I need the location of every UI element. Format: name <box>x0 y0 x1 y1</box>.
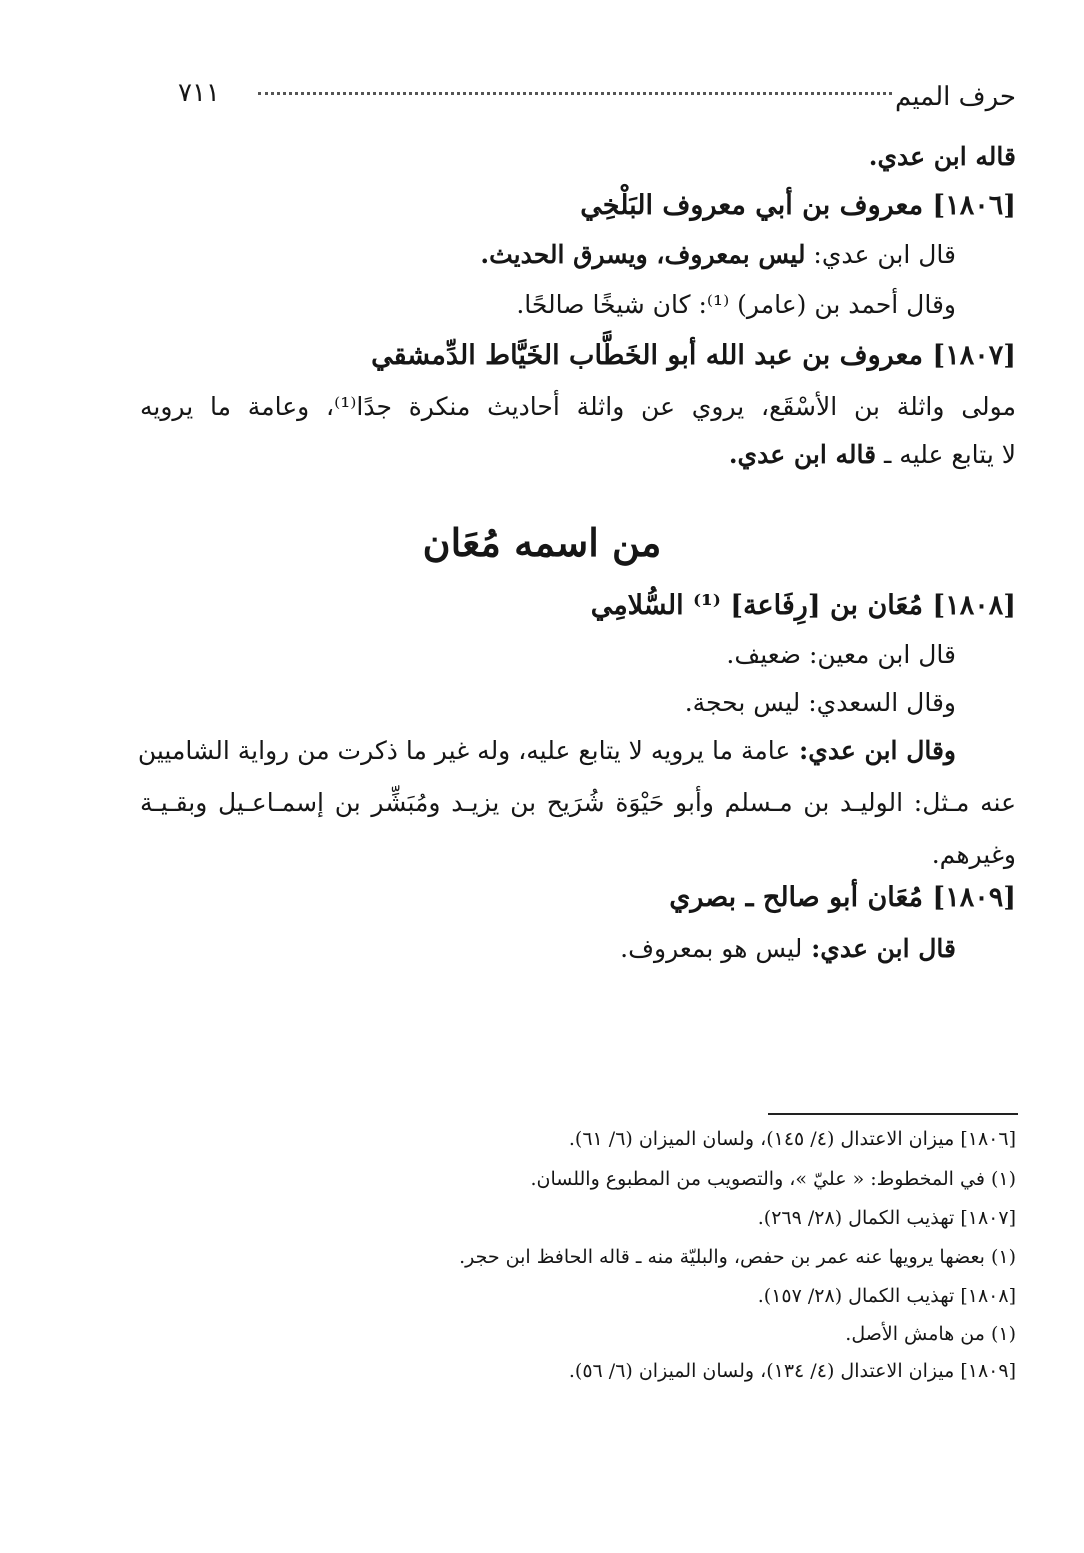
entry-heading-1806: [١٨٠٦] معروف بن أبي معروف البَلْخِي <box>580 190 1016 221</box>
footnote: (١) في المخطوط: « عليّ »، والتصويب من المطبوع واللسان. <box>530 1168 1016 1190</box>
entry-heading-1807: [١٨٠٧] معروف بن عبد الله أبو الخَطَّاب الخَيَّاط الدِّمشقي <box>371 340 1016 371</box>
entry-1809-label: قال ابن عدي: <box>802 934 956 963</box>
entry-1807-line-1: مولى واثلة بن الأسْقَع، يروي عن واثلة أحاديث منكرة جدًا⁽¹⁾، وعامة ما يرويه <box>140 392 1016 421</box>
header-dotted-rule <box>258 92 892 95</box>
entry-1808-text: عامة ما يرويه لا يتابع عليه، وله غير ما ذكرت من رواية الشاميين <box>137 736 791 765</box>
page-number: ٧١١ <box>178 78 220 108</box>
footnote: [١٨٠٦] ميزان الاعتدال (٤/ ١٤٥)، ولسان الميزان (٦/ ٦١). <box>568 1128 1016 1150</box>
entry-1809-line-1 <box>620 934 956 963</box>
footnote: [١٨٠٩] ميزان الاعتدال (٤/ ١٣٤)، ولسان الميزان (٦/ ٥٦). <box>568 1360 1016 1382</box>
entry-1807-line-2 <box>729 440 1016 469</box>
entry-1808-line-2: وقال السعدي: ليس بحجة. <box>684 688 956 717</box>
entry-1808-line-4: عنه مـثل: الوليـد بن مـسلم وأبو حَيْوَة شُرَيح بن يزيـد ومُبَشِّر بن إسمـاعـيل وبقـيـة <box>140 788 1016 817</box>
footnote-separator <box>768 1113 1018 1115</box>
entry-1809-text: ليس هو بمعروف. <box>620 934 803 963</box>
running-header-title: حرف الميم <box>895 82 1016 112</box>
entry-1806-label: قال ابن عدي: <box>805 240 956 269</box>
entry-heading-1808: [١٨٠٨] مُعَان بن [رِفَاعة] ⁽¹⁾ السُّلامِي <box>590 590 1016 621</box>
entry-1806-line-1 <box>480 240 956 269</box>
footnote: [١٨٠٨] تهذيب الكمال (٢٨/ ١٥٧). <box>757 1285 1016 1307</box>
footnote: (١) من هامش الأصل. <box>845 1323 1016 1345</box>
entry-1806-line-2: وقال أحمد بن (عامر) ⁽¹⁾: كان شيخًا صالحًا. <box>516 290 956 319</box>
entry-1807-text: لا يتابع عليه ـ <box>876 440 1016 469</box>
entry-heading-1809: [١٨٠٩] مُعَان أبو صالح ـ بصري <box>669 882 1016 913</box>
footnote: [١٨٠٧] تهذيب الكمال (٢٨/ ٢٦٩). <box>757 1207 1016 1229</box>
entry-1807-source: قاله ابن عدي. <box>728 440 877 469</box>
footnote: (١) بعضها يرويها عنه عمر بن حفص، والبليّة منه ـ قاله الحافظ ابن حجر. <box>459 1246 1016 1268</box>
entry-1808-line-5: وغيرهم. <box>931 840 1016 869</box>
entry-1808-label: وقال ابن عدي: <box>790 736 956 765</box>
entry-1806-text: ليس بمعروف، ويسرق الحديث. <box>480 240 806 269</box>
section-heading: من اسمه مُعَان <box>422 520 662 565</box>
entry-1808-line-1: قال ابن معين: ضعيف. <box>726 640 956 669</box>
body-line: قاله ابن عدي. <box>868 142 1016 171</box>
entry-1808-line-3 <box>137 736 956 765</box>
